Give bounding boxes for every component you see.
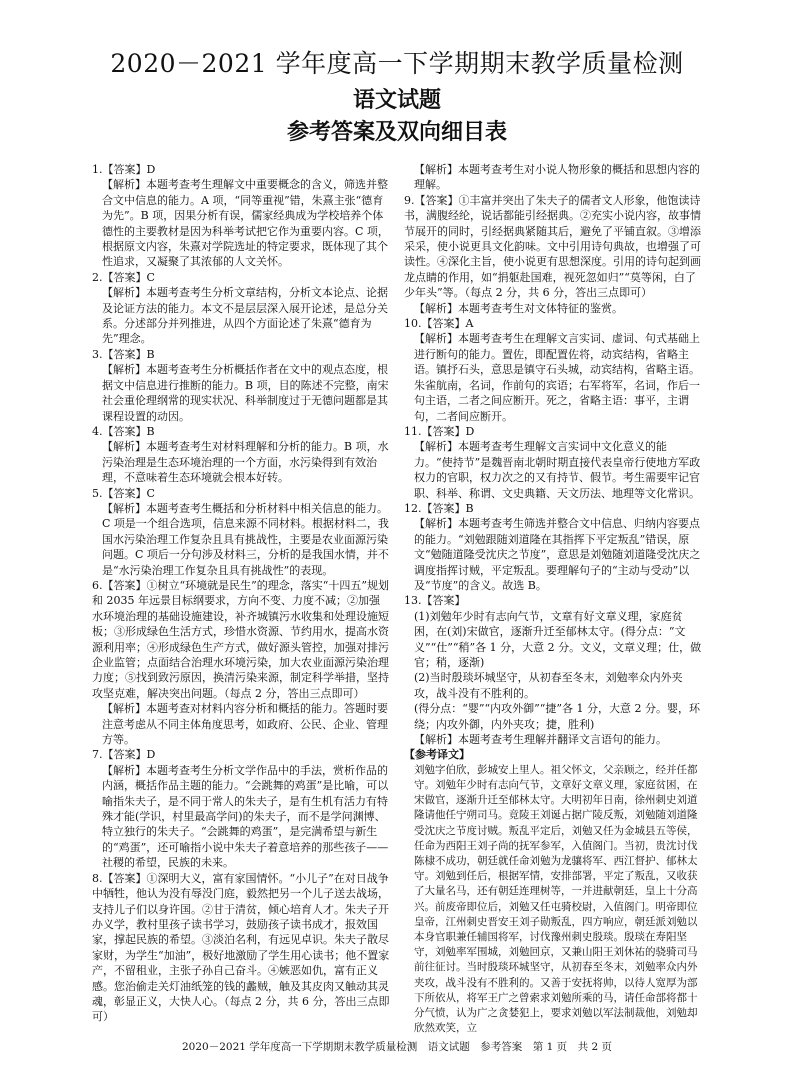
analysis-text: 【解析】本题考查考生分析文学作品中的手法，赏析作品的内涵，概括作品主题的能力。“会跳舞的鸡蛋”是比喻，可以喻指朱夫子，是不同于常人的朱夫子，是有生机有活力有特殊才能(学识，村里最高学问)的朱夫子，而不是学问渊博、特立独行的朱夫子。“会跳舞的鸡蛋”，是完满希望与新生的“鸡蛋”，还可喻指小说中朱夫子着意培养的那些孩子——社稷的希望，民族的未来。 — [102, 763, 389, 870]
answer-line: 7.【答案】D — [92, 748, 156, 762]
answer-line: 9.【答案】①丰富并突出了朱夫子的儒者文人形象，他饱读诗书，满腹经纶，说话都能引经据典。②充实小说内容，故事情节展开的同时，引经据典紧随其后，避免了平铺直叙。③增添采采，使小说更具文化韵味。文中引用诗句典故，也增强了可读性。④深化主旨，使小说更有思想深度。引用的诗句起到画龙点睛的作用，如“捐躯赴国难，视死忽如归”“莫等闲，白了少年头”等。（每点 2 分，共 6 分，答出三点即可） — [404, 193, 701, 300]
reference-translation — [404, 747, 704, 1036]
answer-item-4 — [92, 424, 390, 486]
answer-line: 6.【答案】①树立“环境就是民生”的理念，落实“十四五”规划和 2035 年远景目标纲要求，方向不变、力度不减；②加强水环境治理的基础设施建设，补齐城镇污水收集和处理设施短板；③形成绿色生活方式，珍惜水资源、节约用水，提高水资源利用率；④形成绿色生产方式，做好源头管控，加强对排污企业监管；点面结合治理水环境污染，加大农业面源污染治理力度；⑤找到致污原因，换清污染来源，制定科学举措，坚持攻坚克难，解决突出问题。（每点 2 分，答出三点即可） — [92, 578, 389, 700]
answer-item-6 — [92, 578, 390, 747]
answer-item-8 — [92, 871, 390, 1025]
answer-item-7 — [92, 747, 390, 870]
answer-item-5 — [92, 486, 390, 578]
analysis-text: 【解析】本题考查考生分析概括作者在文中的观点态度，根据文中信息进行推断的能力。B 项，目的陈述不完整，南宋社会重伦理纲常的现实状况、科举制度过于无德问题都是其课程设置的动因。 — [102, 363, 389, 423]
answer-line: 10.【答案】A — [404, 317, 474, 331]
reference-text: 刘勉字伯欣，彭城安上里人。祖父怀文，父亲顾之，经并任都守。刘勉年少时有志向气节，文章好文章义理，家庭贫困，在宋做官，逐渐升迁至郁林太守。大明初年日南，徐州刺史刘道隆请他任宁朔司马。竟陵王刘诞占据广陵反叛，刘勉随刘道隆受沈庆之节度讨贼。叛乱平定后，刘勉又任为金城县五等侯，任命为西阳王刘子尚的抚军参军，入值阁门。当初，贵沈讨伐陈棣不成功，朝廷就任命刘勉为龙骧将军、西江督护、郁林太守。刘勉到任后，根据军情，安排部署，平定了叛乱，又收获了大量名马，还有朝廷连理树等，一并进献朝廷，皇上十分高兴。前废帝即位后，刘勉又任屯骑校尉，入值阁门。明帝即位皇帝，江州刺史晋安王刘子勋叛乱，四方响应，朝廷派刘勉以本身官职兼任辅国将军，讨伐豫州刺史殷琰。殷琰在寿阳坚守，刘勉率军围城，刘勉回京，又兼山阳王刘休祐的骁骑司马前往征讨。当时殷琰环城坚守，从初春至冬末，刘勉率众内外夹攻，战斗没有不胜利的。又善于安抚将帅，以待人宽厚为部下所依从，将军王广之曾索求刘勉所乘的马，请任命部将都十分气愤，认为广之贪婪犯上，要求刘勉以军法制裁他，刘勉却欣然欢笑，立 — [414, 763, 698, 1035]
answer-item-8-continued — [404, 162, 704, 193]
analysis-text: 【解析】本题考查考生筛选并整合文中信息、归纳内容要点的能力。“刘勉跟随刘道隆在其指挥下平定叛乱”错误，原文“勉随道隆受沈庆之节度”，意思是刘勉随刘道隆受沈庆之调度指挥讨贼，平定叛乱。要理解句子的“主动与受动”以及“节度”的含义。故选 B。 — [414, 517, 701, 592]
translation-answer-text: (1)刘勉年少时有志向气节，文章有好文章义理，家庭贫困，在(刘)宋做官，逐渐升迁至郁林太守。(得分点：“文义”“仕”“稍”各 1 分，大意 2 分。文义，文章义理；仕，做官；稍，逐渐) (2)当时殷琰坏城坚守，从初春至冬末，刘勉率众内外夹攻，战斗没有不胜利的。 (得分点：“婴”“内攻外御”“捷”各 1 分，大意 2 分。婴，环绕；内攻外御，内外夹攻；捷，胜利) 【解析】本题考查考生理解并翻译文言语句的能力。 — [414, 609, 702, 747]
analysis-text: 【解析】本题考查对材料内容分析和概括的能力。答题时要注意考虑从不同主体角度思考，如政府、公民、企业、管理方等。 — [102, 702, 388, 747]
document-subtitle-2: 参考答案及双向细目表 — [286, 119, 507, 145]
document-subtitle: 语文试题 — [352, 87, 441, 113]
document-title: 2020－2021 学年度高一下学期期末教学质量检测 — [110, 49, 684, 78]
answer-line: 2.【答案】C — [92, 270, 155, 284]
left-column — [92, 162, 390, 1025]
reference-heading: 【参考译文】 — [404, 748, 470, 762]
analysis-text: 【解析】本题考查考生理解文言实词中文化意义的能力。“使持节”是魏晋南北朝时期直接代表皇帝行使地方军政权力的官职，权力次之的又有持节、假节。考生需要牢记官职、科举、称谓、文史典籍、天文历法、地理等文化常识。 — [414, 440, 701, 500]
answer-item-10 — [404, 316, 704, 424]
answer-line: 4.【答案】B — [92, 424, 155, 438]
answer-item-13 — [404, 593, 704, 747]
analysis-text: 【解析】本题考查考生对小说人物形象的概括和思想内容的理解。 — [414, 163, 700, 192]
answer-item-11 — [404, 424, 704, 501]
analysis-text: 【解析】本题考查考生对材料理解和分析的能力。B 项，水污染治理是生态环境治理的一个方面，水污染得到有效治理，不意味着生态环境就会根本好转。 — [102, 440, 389, 485]
page-footer: 2020－2021 学年度高一下学期期末教学质量检测 语文试题 参考答案 第 1 页 共 2 页 — [182, 1041, 612, 1053]
right-column — [404, 162, 704, 1037]
answer-item-2 — [92, 270, 390, 347]
analysis-text: 【解析】本题考查考生理解文中重要概念的含义，筛选并整合文中信息的能力。A 项，“同等重视”错，朱熹主张“德育为先”。B 项，因果分析有误，儒家经典成为学校培养个体德性的主要教材是因为科举考试把它作为重要内容。C 项，根据原文内容，朱熹对学院选址的特定要求，既体现了其个性追求，又凝聚了其浓郁的人文关怀。 — [102, 178, 389, 269]
answer-item-9 — [404, 193, 704, 316]
answer-line: 8.【答案】①深明大义，富有家国情怀。“小儿子”在对日战争中牺牲，他认为没有辱没门庭，毅然把另一个儿子送去战场，支持儿子们以身许国。②甘于清贫，倾心培育人才。朱夫子开办义学，教村里孩子读书学习，鼓励孩子读书成才，报效国家，撑起民族的希望。③淡泊名利，有远见卓识。朱夫子散尽家财，为学生“加油”，极好地激励了学生用心读书；他不置家产，不留租业，主张子孙自己奋斗。④嫉恶如仇，富有正义感。您治偷走关灯油纸笼的钱的蠡贼，触及其皮肉又触动其灵魂，彰显正义，大快人心。（每点 2 分，共 6 分，答出三点即可） — [92, 871, 390, 1024]
answer-line: 1.【答案】D — [92, 163, 156, 176]
analysis-text: 【解析】本题考查考生分析文章结构，分析文本论点、论据及论证方法的能力。本文不是层层深入展开论述，是总分关系。分述部分并列推进，从四个方面论述了朱熹“德育为先”理念。 — [102, 286, 388, 346]
answer-line: 5.【答案】C — [92, 486, 155, 500]
analysis-text: 【解析】本题考查考生在理解文言实词、虚词、句式基础上进行断句的能力。置佐，即配置佐将，动宾结构，省略主语。镇抒石头，意思是镇守石头城，动宾结构，省略主语。朱雀航南，名词，作前句的宾语；右军将军，名词，作后一句主语，二者之间应断开。死之，省略主语：事平，主谓句，二者间应断开。 — [414, 332, 700, 423]
answer-line: 3.【答案】B — [92, 347, 155, 361]
analysis-text: 【解析】本题考查考生对文体特征的鉴赏。 — [414, 301, 623, 315]
analysis-text: 【解析】本题考查考生概括和分析材料中相关信息的能力。C 项是一个组合选项，信息来源不同材料。根据材料二，我国水污染治理工作复杂且具有挑战性，主要是农业面源污染问题。C 项后一分句涉及材料三，分析的是我国水情，并不是“水污染治理工作复杂且具有挑战性”的表现。 — [102, 501, 389, 577]
answer-line: 13.【答案】 — [404, 594, 466, 608]
answer-line: 12.【答案】B — [404, 501, 474, 515]
answer-item-12 — [404, 501, 704, 593]
answer-line: 11.【答案】D — [404, 424, 475, 438]
answer-item-3 — [92, 347, 390, 424]
answer-item-1 — [92, 162, 390, 270]
